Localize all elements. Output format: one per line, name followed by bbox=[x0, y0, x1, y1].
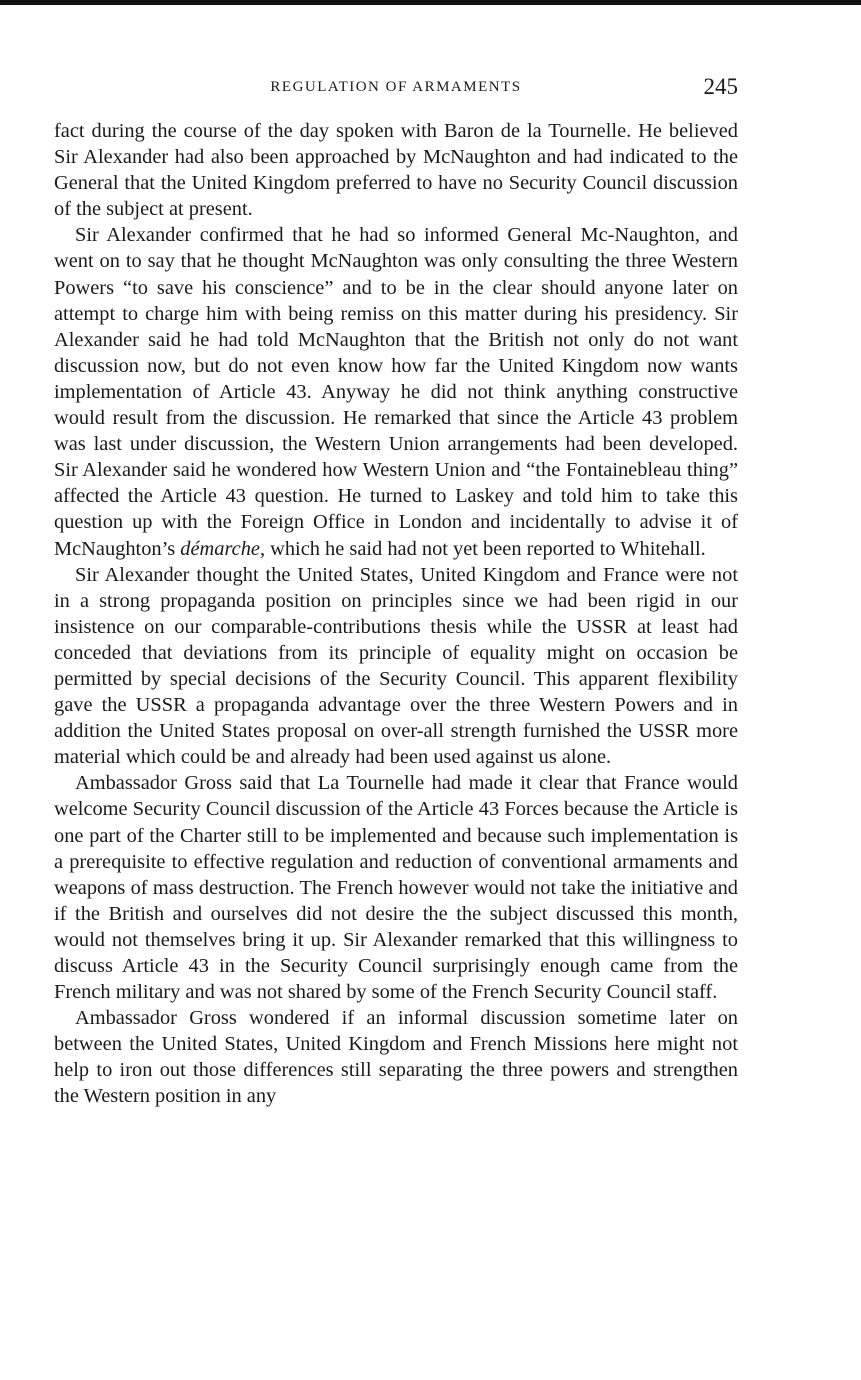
paragraph-text: fact during the course of the day spoken with Baron de la Tournelle. He believed Sir Alexander had also been approached by McNaughton and had indicated to the General that the United Kingdom preferred to have no Security Council discussion of the subject at present. bbox=[54, 120, 738, 221]
paragraph-text: Sir Alexander thought the United States, United Kingdom and France were not in a strong propaganda position on principles since we had been rigid in our insistence on our comparable-contributions thesis while the USSR at least had conceded that deviations from its principle of equality might on occasion be permitted by special decisions of the Security Council. This apparent flexibility gave the USSR a propaganda advantage over the three Western Powers and in addition the United States proposal on over-all strength furnished the USSR more material which could be and already had been used against us alone. bbox=[54, 563, 738, 769]
running-title: REGULATION OF ARMAMENTS bbox=[270, 79, 522, 95]
paragraph-continued bbox=[54, 118, 738, 222]
paragraph-text: Ambassador Gross wondered if an informal discussion sometime later on between the United States, United Kingdom and French Missions here might not help to iron out those differences still separating the three powers and strengthen the Western position in any bbox=[54, 1007, 738, 1108]
paragraph bbox=[54, 222, 738, 561]
paragraph-text: Ambassador Gross said that La Tournelle had made it clear that France would welcome Security Council discussion of the Article 43 Forces because the Article is one part of the Charter still to be implemented and because such implementation is a prerequisite to effective regulation and reduction of conventional armaments and weapons of mass destruction. The French however would not take the initiative and if the British and ourselves did not desire the the subject discussed this month, would not themselves bring it up. Sir Alexander remarked that this willingness to discuss Article 43 in the Security Council surprisingly enough came from the French military and was not shared by some of the French Security Council staff. bbox=[54, 772, 738, 1004]
running-header bbox=[54, 74, 738, 104]
paragraph-text: Sir Alexander confirmed that he had so informed General Mc-Naughton, and went on to say that he thought McNaughton was only consulting the three Western Powers “to save his conscience” and to be in the clear should anyone later on attempt to charge him with being remiss on this matter during his presidency. Sir Alexander said he had told McNaughton that the British not only do not want discussion now, but do not even know how far the United Kingdom now wants implementation of Article 43. Anyway he did not think anything constructive would result from the discussion. He remarked that since the Article 43 problem was last under discussion, the Western Union arrangements had been developed. Sir Alexander said he wondered how Western Union and “the Fontainebleau thing” affected the Article 43 question. He turned to Laskey and told him to take this question up with the Foreign Office in London and incidentally to advise it of McNaughton’s bbox=[54, 224, 738, 560]
page-number: 245 bbox=[703, 74, 738, 99]
body-text bbox=[54, 118, 738, 1110]
paragraph bbox=[54, 1005, 738, 1109]
paragraph bbox=[54, 562, 738, 771]
italic-term: démarche bbox=[180, 537, 260, 560]
paragraph bbox=[54, 770, 738, 1005]
paragraph-text-after: , which he said had not yet been reported to Whitehall. bbox=[259, 537, 706, 560]
